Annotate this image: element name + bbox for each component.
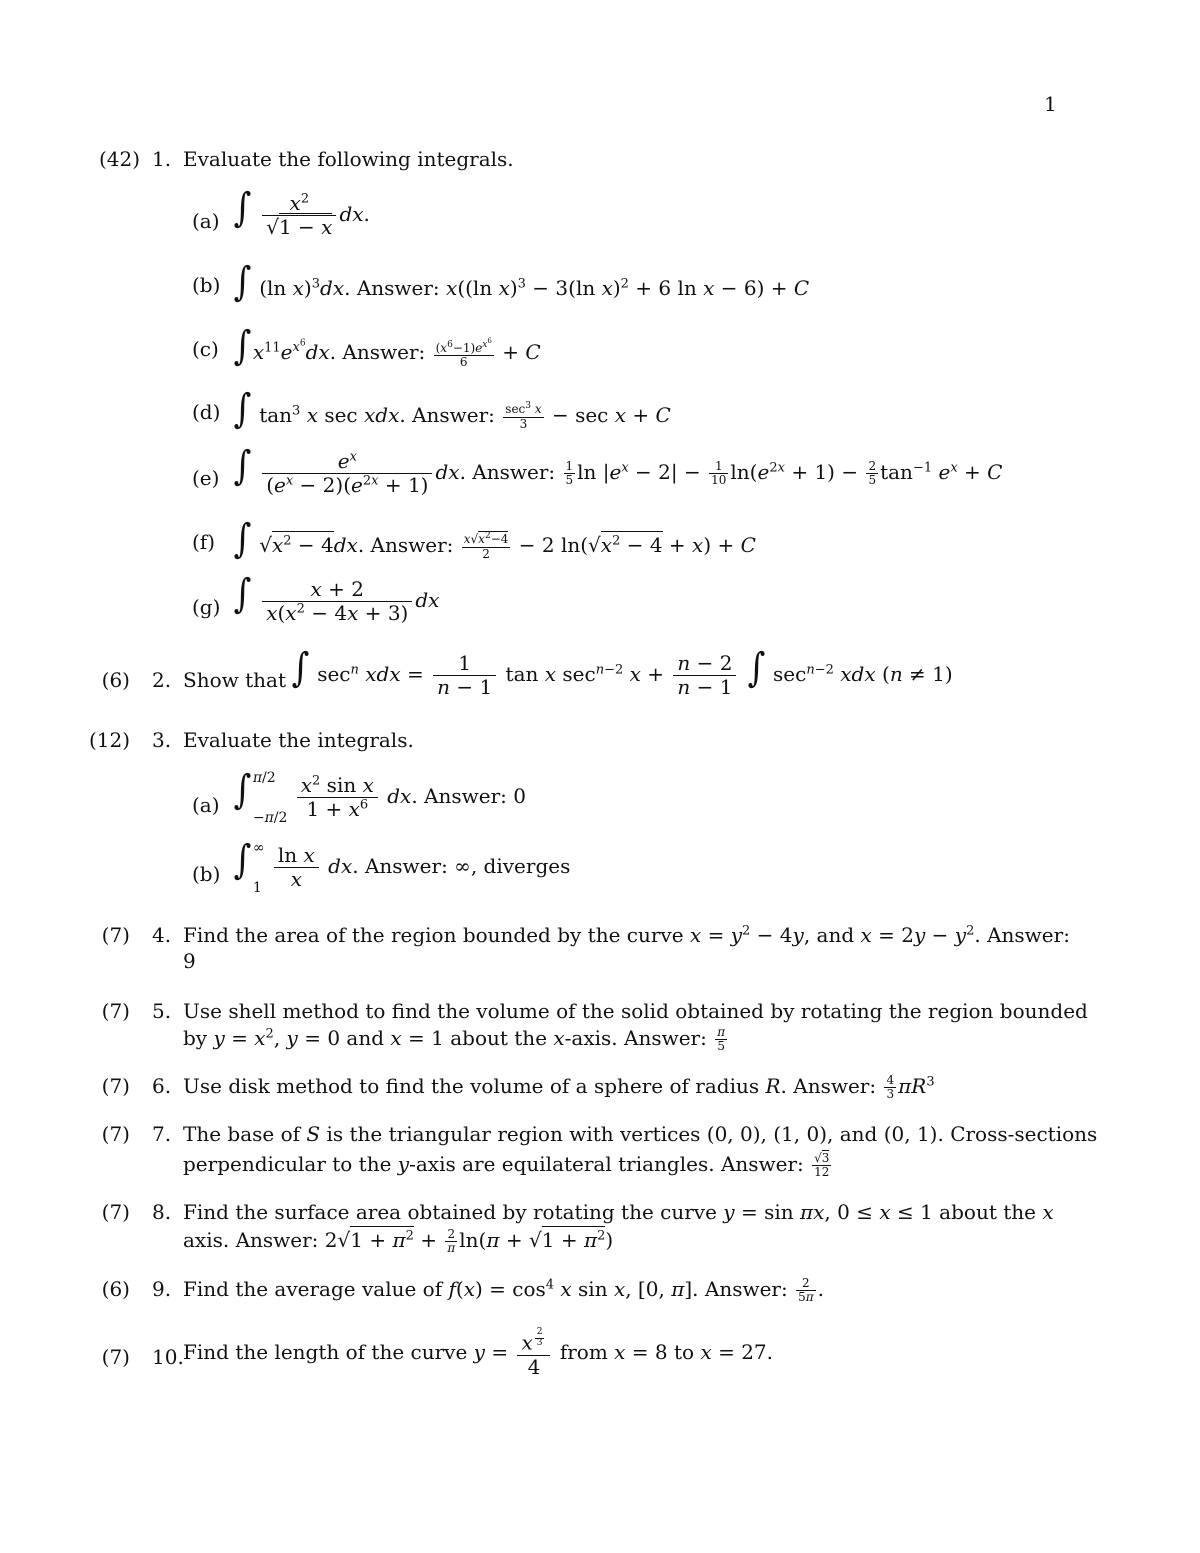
q3b-answer: Answer: ∞, diverges [364, 854, 571, 878]
q1a-label: (a) [192, 209, 220, 233]
q10-line: Find the length of the curve y = x $^{\frac{2}{3}}$ 4 from x = 8 to x = 27. [183, 1327, 774, 1379]
q8-answer-label: Answer: [235, 1228, 319, 1253]
q1e-formula: ∫ $\frac{e^x}{(e^x - 2)(e^{2x} + 1)}$ dx. Answer: $\frac{1}{5}$ $\ln |e^x - 2|$ − $\frac{1}{10}$ $\ln(e^{2x} + 1)$ − $\frac{2}{5}$ $\tan^{-1} e^x + C$ [233, 443, 1003, 497]
q9-number: 9. [152, 1277, 172, 1301]
q1b-answer-label: Answer: [356, 276, 440, 300]
q9-points: (6) [101, 1277, 130, 1301]
q6-text: Use disk method to find the volume of a sphere of radius [183, 1074, 760, 1099]
q7-line: The base of S is the triangular region with vertices (0, 0), (1, 0), and (0, 1). Cross-sections [183, 1122, 1098, 1146]
q7-points: (7) [101, 1122, 130, 1146]
q1f-label: (f) [192, 530, 216, 554]
q10-text3: to [674, 1339, 695, 1364]
q4-points: (7) [101, 923, 130, 947]
q1d-formula: ∫ $\tan^3 x$ sec xdx. Answer: $\sec^3 x$ 3 − sec x + C [233, 386, 671, 432]
q1b-formula: ∫ (ln x)$^3$dx. Answer: x((ln x)$^3$ − 3(ln x)$^2$ + 6 ln x − 6) + C [233, 259, 810, 305]
q10-number: 10. [152, 1345, 184, 1369]
q5-text: Use shell method to find the volume of the solid obtained by rotating the region bounded [183, 999, 1088, 1023]
q3-text: Evaluate the integrals. [183, 728, 414, 752]
q1-points: (42) [98, 147, 140, 171]
q4-answer-value: 9 [183, 949, 196, 973]
q8-text2: about the [939, 1200, 1036, 1224]
q5-points: (7) [101, 999, 130, 1023]
q1e-answer-label: Answer: [472, 460, 556, 484]
q5-line2: by $y = x^2$, y = 0 and x = 1 about the x-axis. Answer: $\frac{\pi}{5}$ [183, 1025, 726, 1054]
q1-text: Evaluate the following integrals. [183, 147, 514, 171]
q1-number: 1. [152, 147, 172, 171]
q5-number: 5. [152, 999, 172, 1023]
q7-line2-text: perpendicular to the [183, 1152, 392, 1177]
q5-answer-label: Answer: [624, 1026, 707, 1051]
q6-answer-label: Answer: [793, 1074, 877, 1099]
q1b-label: (b) [192, 273, 221, 297]
q10-text: Find the length of the curve [183, 1339, 468, 1364]
q1e-label: (e) [192, 466, 220, 490]
q1g-formula: ∫ $\frac{x + 2}{x(x^2 - 4x + 3)}$ dx [233, 571, 440, 625]
q1c-answer-label: Answer: [342, 340, 426, 364]
q9-text: Find the average value of [183, 1277, 443, 1302]
q1a-formula: ∫ $\frac{x^2}{√1 - x}$ dx. [233, 185, 370, 239]
q1d-label: (d) [192, 400, 221, 424]
q2-number: 2. [152, 668, 172, 692]
q8-points: (7) [101, 1200, 130, 1224]
q4-number: 4. [152, 923, 172, 947]
q3b-label: (b) [192, 862, 221, 886]
page-number: 1 [1044, 92, 1057, 116]
q3-number: 3. [152, 728, 172, 752]
q4-answer-label: Answer: [987, 923, 1070, 947]
q1g-label: (g) [192, 595, 221, 619]
q1d-answer-label: Answer: [412, 403, 495, 427]
q8-line: Find the surface area obtained by rotating the curve y = sin πx, 0 ≤ x ≤ 1 about the x [183, 1200, 1054, 1224]
q1c-label: (c) [192, 337, 219, 361]
q8-number: 8. [152, 1200, 172, 1224]
q3a-label: (a) [192, 793, 220, 817]
q3b-formula: ∫ ∞ 1 $\frac{\text{ln x}}{x}$ dx. Answer: ∞, diverges [233, 837, 571, 896]
q2-points: (6) [101, 668, 130, 692]
q7-line2: perpendicular to the y-axis are equilateral triangles. Answer: $\frac{√3}{12}$ [183, 1151, 830, 1180]
q9-line: Find the average value of $f(x) = \cos^4 x$ sin x, [0, π]. Answer: $\frac{2}{5\pi}$ . [183, 1276, 824, 1305]
q7-number: 7. [152, 1122, 172, 1146]
q10-points: (7) [101, 1345, 130, 1369]
q7-line2b-text: -axis are equilateral triangles. [409, 1152, 715, 1177]
q7-answer-label: Answer: [720, 1152, 804, 1177]
q10-text2: from [559, 1339, 608, 1364]
q2-formula: ∫ $\sec^n$ xdx = $\frac{1}{n - 1}$ tan x $\sec^{n-2} x$ + $\frac{n - 2}{n - 1}$ ∫ $\sec^{n-2}$ xdx (n ≠ 1) [291, 645, 953, 699]
q8-text: Find the surface area obtained by rotating the curve [183, 1200, 717, 1224]
q1c-formula: $\int x^{11}e^{x^6}dx$. Answer: $\frac{(x^6-1)e^{x^6}}{6}$ + C [233, 323, 541, 369]
q6-line: Use disk method to find the volume of a sphere of radius R. Answer: $\frac{4}{3}$ $\pi R^3$ [183, 1073, 935, 1102]
q8-line2: axis. Answer: $2√1 + \pi^2$ + $\frac{2}{\pi}$ $\ln(\pi + √1 + \pi^2)$ [183, 1227, 614, 1256]
q2-text: Show that [183, 668, 286, 692]
q3-points: (12) [88, 728, 130, 752]
q4-text: Find the area of the region bounded by the curve [183, 923, 684, 947]
q6-points: (7) [101, 1074, 130, 1098]
q3a-answer: Answer: 0 [424, 784, 526, 808]
q7-text: The base of [183, 1122, 301, 1146]
q1f-answer-label: Answer: [370, 533, 454, 557]
q9-answer-label: Answer: [704, 1277, 788, 1302]
q1f-formula: ∫ $√x^2 - 4dx$. Answer: $\frac{x√x^2-4}{2}$ − 2 $\ln(√x^2 - 4 + x) + C$ [233, 516, 756, 562]
q6-number: 6. [152, 1074, 172, 1098]
q3a-formula: ∫ π/2 −π/2 $\frac{x^2 \sin x}{1 + x^6}$ dx. Answer: 0 [233, 767, 526, 826]
q4-line: Find the area of the region bounded by the curve $x = y^2 - 4y$, and $x = 2y - y^2$. Answer: [183, 923, 1070, 947]
q7-text2: is the triangular region with vertices (0, 0), (1, 0), and (0, 1). Cross-sections [326, 1122, 1098, 1146]
